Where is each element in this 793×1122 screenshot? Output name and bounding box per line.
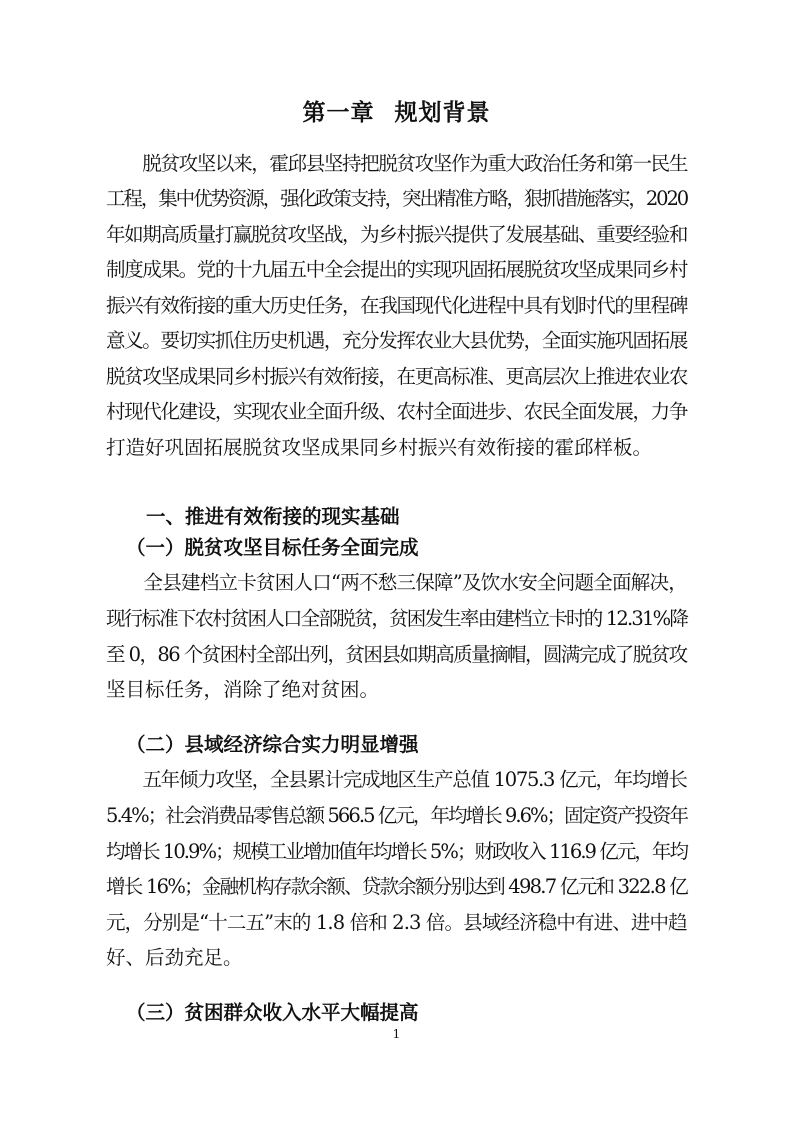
intro-line-8: 村现代化建设，实现农业全面升级、农村全面进步、农民全面发展，力争 [106,400,687,423]
subsection-heading-3: （三）贫困群众收入水平大幅提高 [126,1001,419,1024]
sub2-line-2: 5.4%；社会消费品零售总额 566.5 亿元，年均增长 9.6%；固定资产投资年 [106,804,688,827]
sub2-line-5: 元，分别是“十二五”末的 1.8 倍和 2.3 倍。县域经济稳中有进、进中趋 [106,911,687,934]
sub2-line-4: 增长 16%；金融机构存款余额、贷款余额分别达到 498.7 亿元和 322.8 亿 [106,875,687,898]
sub1-line-4: 坚目标任务，消除了绝对贫困。 [106,678,380,701]
sub2-line-3: 均增长 10.9%；规模工业增加值年均增长 5%；财政收入 116.9 亿元，年均 [106,840,688,863]
sub1-line-1: 全县建档立卡贫困人口“两不愁三保障”及饮水安全问题全面解决， [106,571,687,594]
sub1-line-3: 至 0，86 个贫困村全部出列，贫困县如期高质量摘帽，圆满完成了脱贫攻 [106,643,687,666]
sub1-line-2: 现行标准下农村贫困人口全部脱贫，贫困发生率由建档立卡时的 12.31%降 [106,607,688,630]
chapter-title [0,94,793,127]
chapter-name: 规划背景 [394,99,491,126]
intro-line-2: 工程，集中优势资源，强化政策支持，突出精准方略，狠抓措施落实，2020 [106,187,688,210]
subsection-heading-2: （二）县域经济综合实力明显增强 [126,733,419,756]
page-number: 1 [392,1027,401,1041]
sub2-line-6: 好、后劲充足。 [106,946,243,969]
intro-line-4: 制度成果。党的十九届五中全会提出的实现巩固拓展脱贫攻坚成果同乡村 [106,258,687,281]
intro-line-9: 打造好巩固拓展脱贫攻坚成果同乡村振兴有效衔接的霍邱样板。 [106,436,653,459]
chapter-number: 第一章 [302,99,375,126]
section-heading: 一、推进有效衔接的现实基础 [146,505,400,528]
intro-line-5: 振兴有效衔接的重大历史任务，在我国现代化进程中具有划时代的里程碑 [106,294,687,317]
subsection-heading-1: （一）脱贫攻坚目标任务全面完成 [126,536,419,559]
intro-line-7: 脱贫攻坚成果同乡村振兴有效衔接，在更高标准、更高层次上推进农业农 [106,365,687,388]
intro-line-1: 脱贫攻坚以来，霍邱县坚持把脱贫攻坚作为重大政治任务和第一民生 [106,152,687,175]
intro-line-6: 意义。要切实抓住历史机遇，充分发挥农业大县优势，全面实施巩固拓展 [106,329,687,352]
sub2-line-1: 五年倾力攻坚，全县累计完成地区生产总值 1075.3 亿元，年均增长 [106,768,687,791]
intro-line-3: 年如期高质量打赢脱贫攻坚战，为乡村振兴提供了发展基础、重要经验和 [106,223,687,246]
